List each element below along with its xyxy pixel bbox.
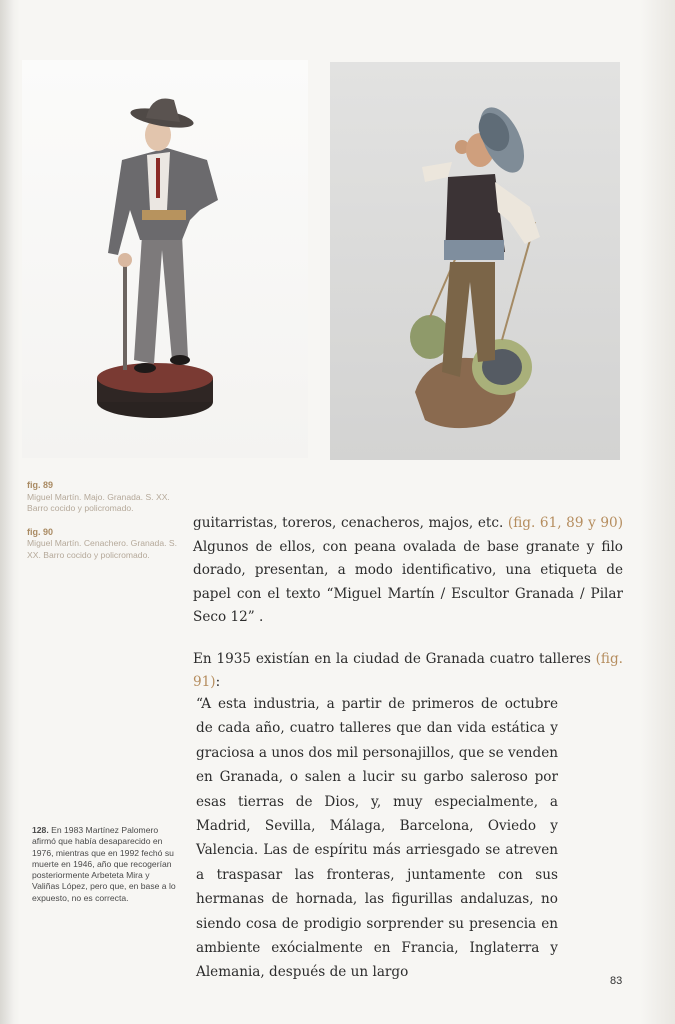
- figure-reference-61-89-90: (fig. 61, 89 y 90): [507, 515, 624, 531]
- figure-89-label: fig. 89: [27, 480, 54, 490]
- figure-89-caption-text: Miguel Martín. Majo. Granada. S. XX. Barro cocido y policromado.: [27, 491, 170, 513]
- block-quote: “A esta industria, a partir de primeros de octubre de cada año, cuatro talleres que dan vida estática y graciosa a unos dos mil personajillos, que se venden en Granada, o salen a lucir su garbo saleroso por esas tierras de Dios, y, muy especialmente, a Madrid, Sevilla, Málaga, Barcelona, Oviedo y Valencia. Las de espíritu más arriesgado se atreven a traspasar las fronteras, juntamente con sus hermanas de hornada, las figurillas andaluzas, no siendo cosa de prodigio sorprender su presencia en ambiente exócialmente en Francia, Inglaterra y Alemania, después de un largo: [196, 696, 558, 981]
- paragraph-1: [193, 512, 623, 630]
- paragraph-2-text-a: En 1935 existían en la ciudad de Granada cuatro talleres: [193, 650, 596, 667]
- figure-captions: [27, 480, 177, 573]
- figure-90-label: fig. 90: [27, 526, 54, 537]
- paragraph-2-text-b: :: [215, 674, 221, 690]
- figure-89-photo: [22, 60, 308, 458]
- footnote-number: 128.: [32, 825, 49, 835]
- figure-reference-91: (fig. 91): [193, 650, 623, 690]
- paragraph-1-text-b: Algunos de ellos, con peana ovalada de base granate y filo dorado, presentan, a modo identificativo, una etiqueta de papel con el texto “Miguel Martín / Escultor Granada / Pilar Seco 12” .: [193, 538, 623, 625]
- body-text: [193, 512, 623, 695]
- paragraph-1-text-a: guitarristas, toreros, cenacheros, majos, etc.: [193, 515, 508, 531]
- paragraph-2: [193, 648, 623, 695]
- figure-90-photo: [330, 62, 620, 460]
- footnote-text: En 1983 Martínez Palomero afirmó que había desaparecido en 1976, mientras que en 1992 fechó su muerte en 1946, año que recogerían posteriormente Arbeteta Mira y Valiñas López, pero que, en base a lo expuesto, no es correcta.: [32, 825, 176, 903]
- figure-89-caption: [27, 480, 177, 515]
- footnote-128: [32, 825, 178, 904]
- page-gutter-shadow: [0, 0, 20, 1024]
- figure-90-caption: [27, 527, 177, 562]
- figure-90-caption-text: Miguel Martín. Cenachero. Granada. S. XX. Barro cocido y policromado.: [27, 538, 177, 560]
- page-number: 83: [610, 975, 623, 987]
